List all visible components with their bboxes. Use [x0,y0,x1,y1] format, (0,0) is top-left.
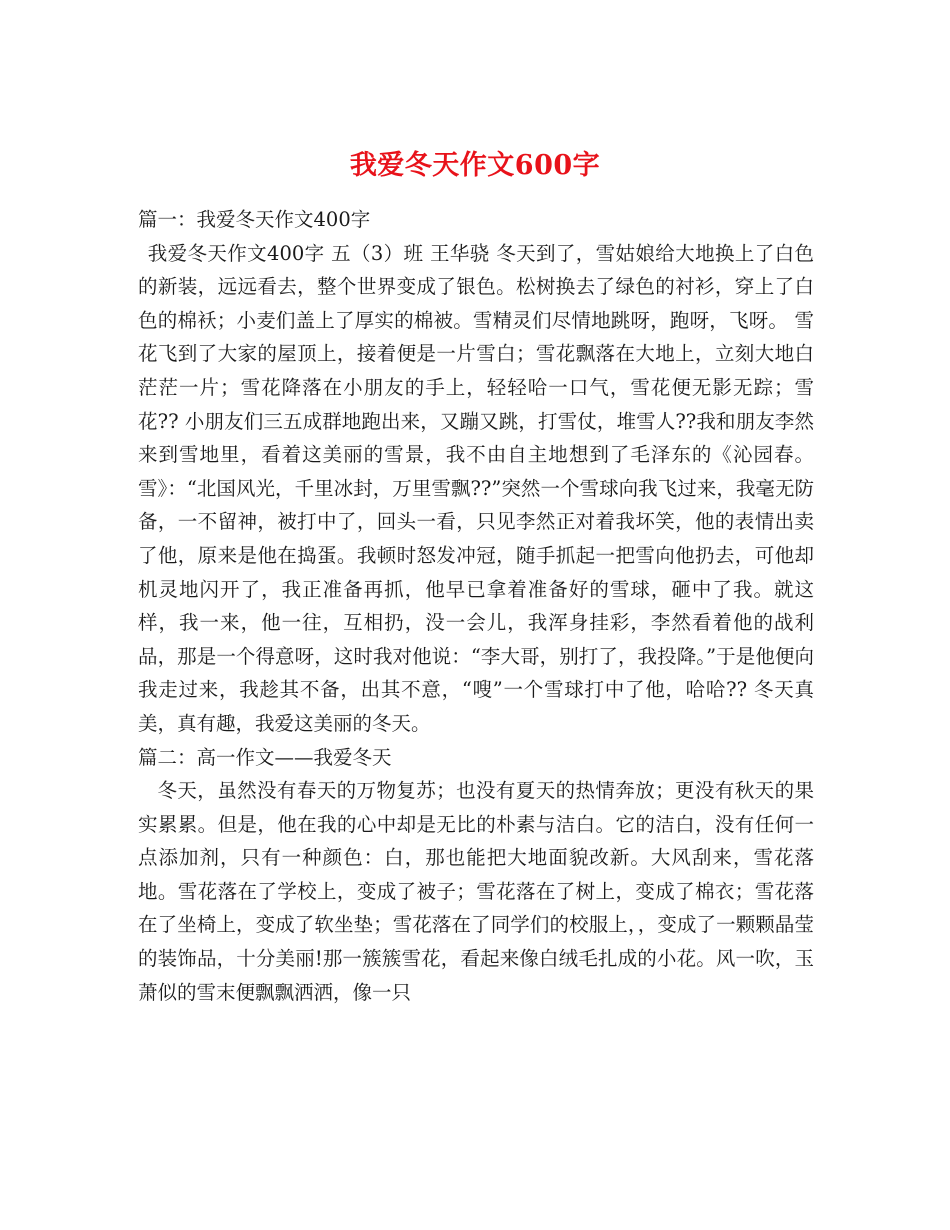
section-paragraph-1: 我爱冬天作文400字 五（3）班 王华骁 冬天到了，雪姑娘给大地换上了白色的新装，远远看去，整个世界变成了银色。松树换去了绿色的衬衫，穿上了白色的棉袄；小麦们盖上了厚实的棉被。雪精灵们尽情地跳呀，跑呀，飞呀。 雪花飞到了大家的屋顶上，接着便是一片雪白；雪花飘落在大地上，立刻大地白茫茫一片；雪花降落在小朋友的手上，轻轻哈一口气，雪花便无影无踪；雪花?? 小朋友们三五成群地跑出来，又蹦又跳，打雪仗，堆雪人??我和朋友李然来到雪地里，看着这美丽的雪景，我不由自主地想到了毛泽东的《沁园春。雪》：“北国风光，千里冰封，万里雪飘??”突然一个雪球向我飞过来，我毫无防备，一不留神，被打中了，回头一看，只见李然正对着我坏笑，他的表情出卖了他，原来是他在捣蛋。我顿时怒发冲冠，随手抓起一把雪向他扔去，可他却机灵地闪开了，我正准备再抓，他早已拿着准备好的雪球，砸中了我。就这样，我一来，他一往，互相扔，没一会儿，我浑身挂彩，李然看着他的战利品，那是一个得意呀，这时我对他说：“李大哥，别打了，我投降。”于是他便向我走过来，我趁其不备，出其不意，“嗖”一个雪球打中了他，哈哈?? 冬天真美，真有趣，我爱这美丽的冬天。 [138,241,814,735]
section-heading-2: 篇二：高一作文——我爱冬天 [138,745,392,769]
section-paragraph-2: 冬天，虽然没有春天的万物复苏；也没有夏天的热情奔放；更没有秋天的果实累累。但是，他在我的心中却是无比的朴素与洁白。它的洁白，没有任何一点添加剂，只有一种颜色：白，那也能把大地面貌改新。大风刮来，雪花落地。雪花落在了学校上，变成了被子；雪花落在了树上，变成了棉衣；雪花落在了坐椅上，变成了软坐垫；雪花落在了同学们的校服上，，变成了一颗颗晶莹的装饰品，十分美丽!那一簇簇雪花，看起来像白绒毛扎成的小花。风一吹，玉萧似的雪末便飘飘洒洒，像一只 [138,779,814,1004]
document-title: 我爱冬天作文600字 [349,150,601,182]
document-body [138,203,814,1009]
section-heading-1: 篇一：我爱冬天作文400字 [138,208,371,231]
